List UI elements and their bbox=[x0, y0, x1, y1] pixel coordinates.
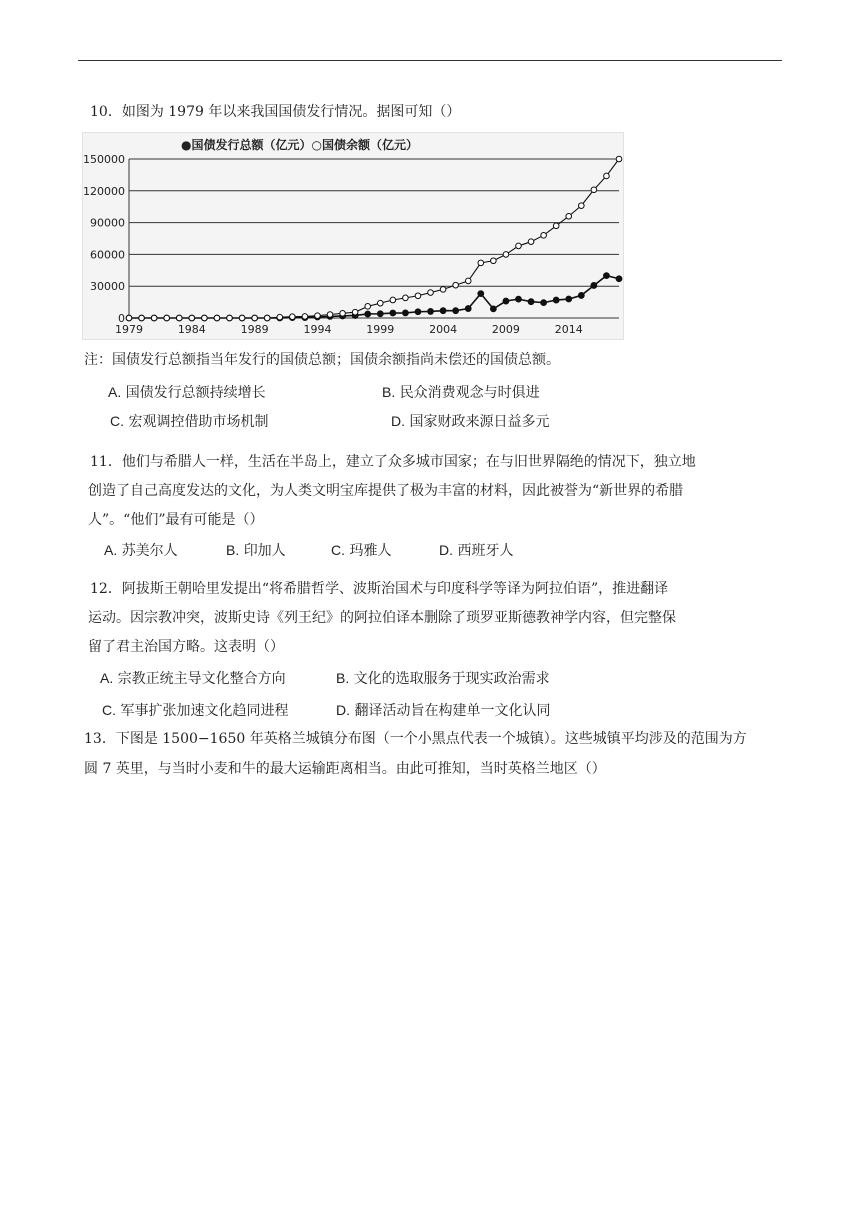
data-point-debt-issuance bbox=[490, 306, 496, 312]
series-line-debt-issuance bbox=[129, 276, 619, 318]
data-point-debt-balance bbox=[302, 314, 308, 320]
national-debt-chart bbox=[82, 132, 624, 340]
data-point-debt-issuance bbox=[377, 311, 383, 317]
x-tick-label: 1984 bbox=[177, 323, 206, 336]
option-text: 文化的选取服务于现实政治需求 bbox=[353, 671, 550, 687]
option-letter: D. bbox=[391, 413, 405, 429]
q10-option-d[interactable] bbox=[391, 412, 549, 431]
data-point-debt-balance bbox=[290, 314, 296, 320]
q10-stem: 10．如图为 1979 年以来我国国债发行情况。据图可知（） bbox=[90, 104, 461, 120]
option-text: 宗教正统主导文化整合方向 bbox=[117, 671, 286, 687]
option-letter: B. bbox=[226, 542, 240, 558]
data-point-debt-balance bbox=[352, 309, 358, 315]
data-point-debt-balance bbox=[202, 315, 208, 321]
data-point-debt-balance bbox=[377, 300, 383, 306]
x-tick-label: 1999 bbox=[366, 323, 395, 336]
data-point-debt-balance bbox=[566, 213, 572, 219]
data-point-debt-issuance bbox=[415, 309, 421, 315]
data-point-debt-balance bbox=[315, 313, 321, 319]
q10-option-a[interactable] bbox=[108, 383, 266, 402]
data-point-debt-balance bbox=[579, 203, 585, 209]
y-tick-label: 120000 bbox=[83, 184, 125, 198]
q12-option-c[interactable] bbox=[102, 701, 288, 720]
q10-note: 注：国债发行总额指当年发行的国债总额；国债余额指尚未偿还的国债总额。 bbox=[84, 352, 560, 368]
option-letter: B. bbox=[336, 670, 350, 686]
q11-option-c[interactable] bbox=[331, 541, 391, 560]
y-tick-label: 60000 bbox=[90, 248, 125, 262]
data-point-debt-issuance bbox=[428, 309, 434, 315]
option-text: 军事扩张加速文化趋同进程 bbox=[120, 703, 289, 719]
data-point-debt-balance bbox=[440, 287, 446, 293]
option-text: 西班牙人 bbox=[457, 543, 514, 559]
data-point-debt-balance bbox=[277, 314, 283, 320]
q11-option-b[interactable] bbox=[226, 541, 286, 560]
data-point-debt-issuance bbox=[440, 308, 446, 314]
data-point-debt-balance bbox=[239, 315, 245, 321]
q11-line-3: 人”。“他们”最有可能是（） bbox=[88, 512, 264, 528]
data-point-debt-issuance bbox=[465, 306, 471, 312]
data-point-debt-issuance bbox=[591, 283, 597, 289]
data-point-debt-balance bbox=[516, 243, 522, 249]
data-point-debt-issuance bbox=[541, 300, 547, 306]
y-tick-label: 0 bbox=[118, 312, 125, 325]
q12-line-1: 12．阿拔斯王朝哈里发提出“将希腊哲学、波斯治国术与印度科学等译为阿拉伯语”，推进翻译 bbox=[90, 581, 669, 597]
option-text: 苏美尔人 bbox=[121, 543, 178, 559]
data-point-debt-balance bbox=[264, 315, 270, 321]
data-point-debt-balance bbox=[252, 315, 258, 321]
data-point-debt-issuance bbox=[403, 310, 409, 316]
data-point-debt-issuance bbox=[478, 291, 484, 297]
option-letter: A. bbox=[104, 542, 118, 558]
q13-line-2: 圆 7 英里，与当时小麦和牛的最大运输距离相当。由此可推知，当时英格兰地区（） bbox=[84, 761, 606, 777]
data-point-debt-balance bbox=[541, 233, 547, 239]
data-point-debt-balance bbox=[503, 252, 509, 258]
option-letter: C. bbox=[102, 702, 116, 718]
series-line-debt-balance bbox=[129, 159, 619, 318]
data-point-debt-balance bbox=[340, 311, 346, 317]
option-text: 国债发行总额持续增长 bbox=[125, 385, 266, 401]
y-tick-label: 150000 bbox=[83, 153, 125, 166]
data-point-debt-balance bbox=[189, 315, 195, 321]
option-letter: D. bbox=[439, 542, 453, 558]
q10-option-b[interactable] bbox=[382, 383, 540, 402]
data-point-debt-balance bbox=[591, 187, 597, 193]
data-point-debt-balance bbox=[151, 315, 157, 321]
data-point-debt-issuance bbox=[604, 273, 610, 279]
q12-option-a[interactable] bbox=[100, 669, 286, 688]
data-point-debt-issuance bbox=[553, 297, 559, 303]
data-point-debt-issuance bbox=[503, 298, 509, 304]
q12-option-d[interactable] bbox=[336, 701, 550, 720]
y-tick-label: 30000 bbox=[90, 280, 125, 294]
q11-option-a[interactable] bbox=[104, 541, 178, 560]
q12-line-3: 留了君主治国方略。这表明（） bbox=[88, 639, 284, 655]
data-point-debt-issuance bbox=[365, 311, 371, 317]
option-text: 国家财政来源日益多元 bbox=[409, 414, 550, 430]
data-point-debt-balance bbox=[528, 239, 534, 245]
data-point-debt-issuance bbox=[578, 293, 584, 299]
data-point-debt-balance bbox=[227, 315, 233, 321]
data-point-debt-balance bbox=[453, 282, 459, 288]
data-point-debt-issuance bbox=[390, 310, 396, 316]
data-point-debt-balance bbox=[465, 278, 471, 284]
data-point-debt-issuance bbox=[453, 308, 459, 314]
option-text: 宏观调控借助市场机制 bbox=[128, 414, 269, 430]
data-point-debt-balance bbox=[164, 315, 170, 321]
data-point-debt-balance bbox=[491, 258, 497, 264]
data-point-debt-balance bbox=[390, 297, 396, 303]
q12-line-2: 运动。因宗教冲突，波斯史诗《列王纪》的阿拉伯译本删除了琐罗亚斯德教神学内容，但完整保 bbox=[88, 610, 676, 626]
data-point-debt-balance bbox=[616, 156, 622, 162]
header-rule bbox=[78, 60, 782, 61]
y-tick-label: 90000 bbox=[90, 216, 125, 230]
x-tick-label: 2004 bbox=[429, 323, 458, 336]
option-text: 民众消费观念与时俱进 bbox=[399, 385, 540, 401]
data-point-debt-balance bbox=[478, 260, 484, 266]
q12-option-b[interactable] bbox=[336, 669, 550, 688]
data-point-debt-issuance bbox=[528, 299, 534, 305]
option-letter: B. bbox=[382, 384, 396, 400]
data-point-debt-balance bbox=[428, 290, 434, 296]
q11-option-d[interactable] bbox=[439, 541, 513, 560]
option-text: 翻译活动旨在构建单一文化认同 bbox=[354, 703, 551, 719]
q11-line-2: 创造了自己高度发达的文化，为人类文明宝库提供了极为丰富的材料，因此被誉为“新世界的希腊 bbox=[88, 483, 684, 499]
data-point-debt-balance bbox=[126, 315, 132, 321]
q13-line-1: 13．下图是 1500−1650 年英格兰城镇分布图（一个小黑点代表一个城镇）。这些城镇平均涉及的范围为方 bbox=[84, 731, 747, 747]
data-point-debt-balance bbox=[214, 315, 220, 321]
data-point-debt-balance bbox=[553, 223, 559, 229]
option-text: 印加人 bbox=[243, 543, 286, 559]
data-point-debt-balance bbox=[176, 315, 182, 321]
data-point-debt-balance bbox=[327, 312, 333, 318]
data-point-debt-issuance bbox=[616, 276, 622, 282]
x-tick-label: 1994 bbox=[303, 323, 332, 336]
option-letter: C. bbox=[331, 542, 345, 558]
option-letter: A. bbox=[108, 384, 122, 400]
x-tick-label: 1989 bbox=[240, 323, 269, 336]
q10-option-c[interactable] bbox=[110, 412, 268, 431]
data-point-debt-balance bbox=[403, 295, 409, 301]
chart-legend: ●国债发行总额（亿元）○国债余额（亿元） bbox=[181, 138, 418, 152]
option-text: 玛雅人 bbox=[349, 543, 392, 559]
data-point-debt-balance bbox=[604, 173, 610, 179]
option-letter: D. bbox=[336, 702, 350, 718]
data-point-debt-issuance bbox=[516, 296, 522, 302]
data-point-debt-balance bbox=[139, 315, 145, 321]
q11-line-1: 11．他们与希腊人一样，生活在半岛上，建立了众多城市国家；在与旧世界隔绝的情况下，独立地 bbox=[90, 454, 696, 470]
option-letter: C. bbox=[110, 413, 124, 429]
x-tick-label: 1979 bbox=[115, 323, 143, 336]
chart-svg bbox=[83, 133, 625, 341]
data-point-debt-balance bbox=[415, 293, 421, 299]
data-point-debt-issuance bbox=[566, 296, 572, 302]
x-tick-label: 2014 bbox=[554, 323, 583, 336]
x-tick-label: 2009 bbox=[491, 323, 520, 336]
data-point-debt-balance bbox=[365, 304, 371, 310]
option-letter: A. bbox=[100, 670, 114, 686]
